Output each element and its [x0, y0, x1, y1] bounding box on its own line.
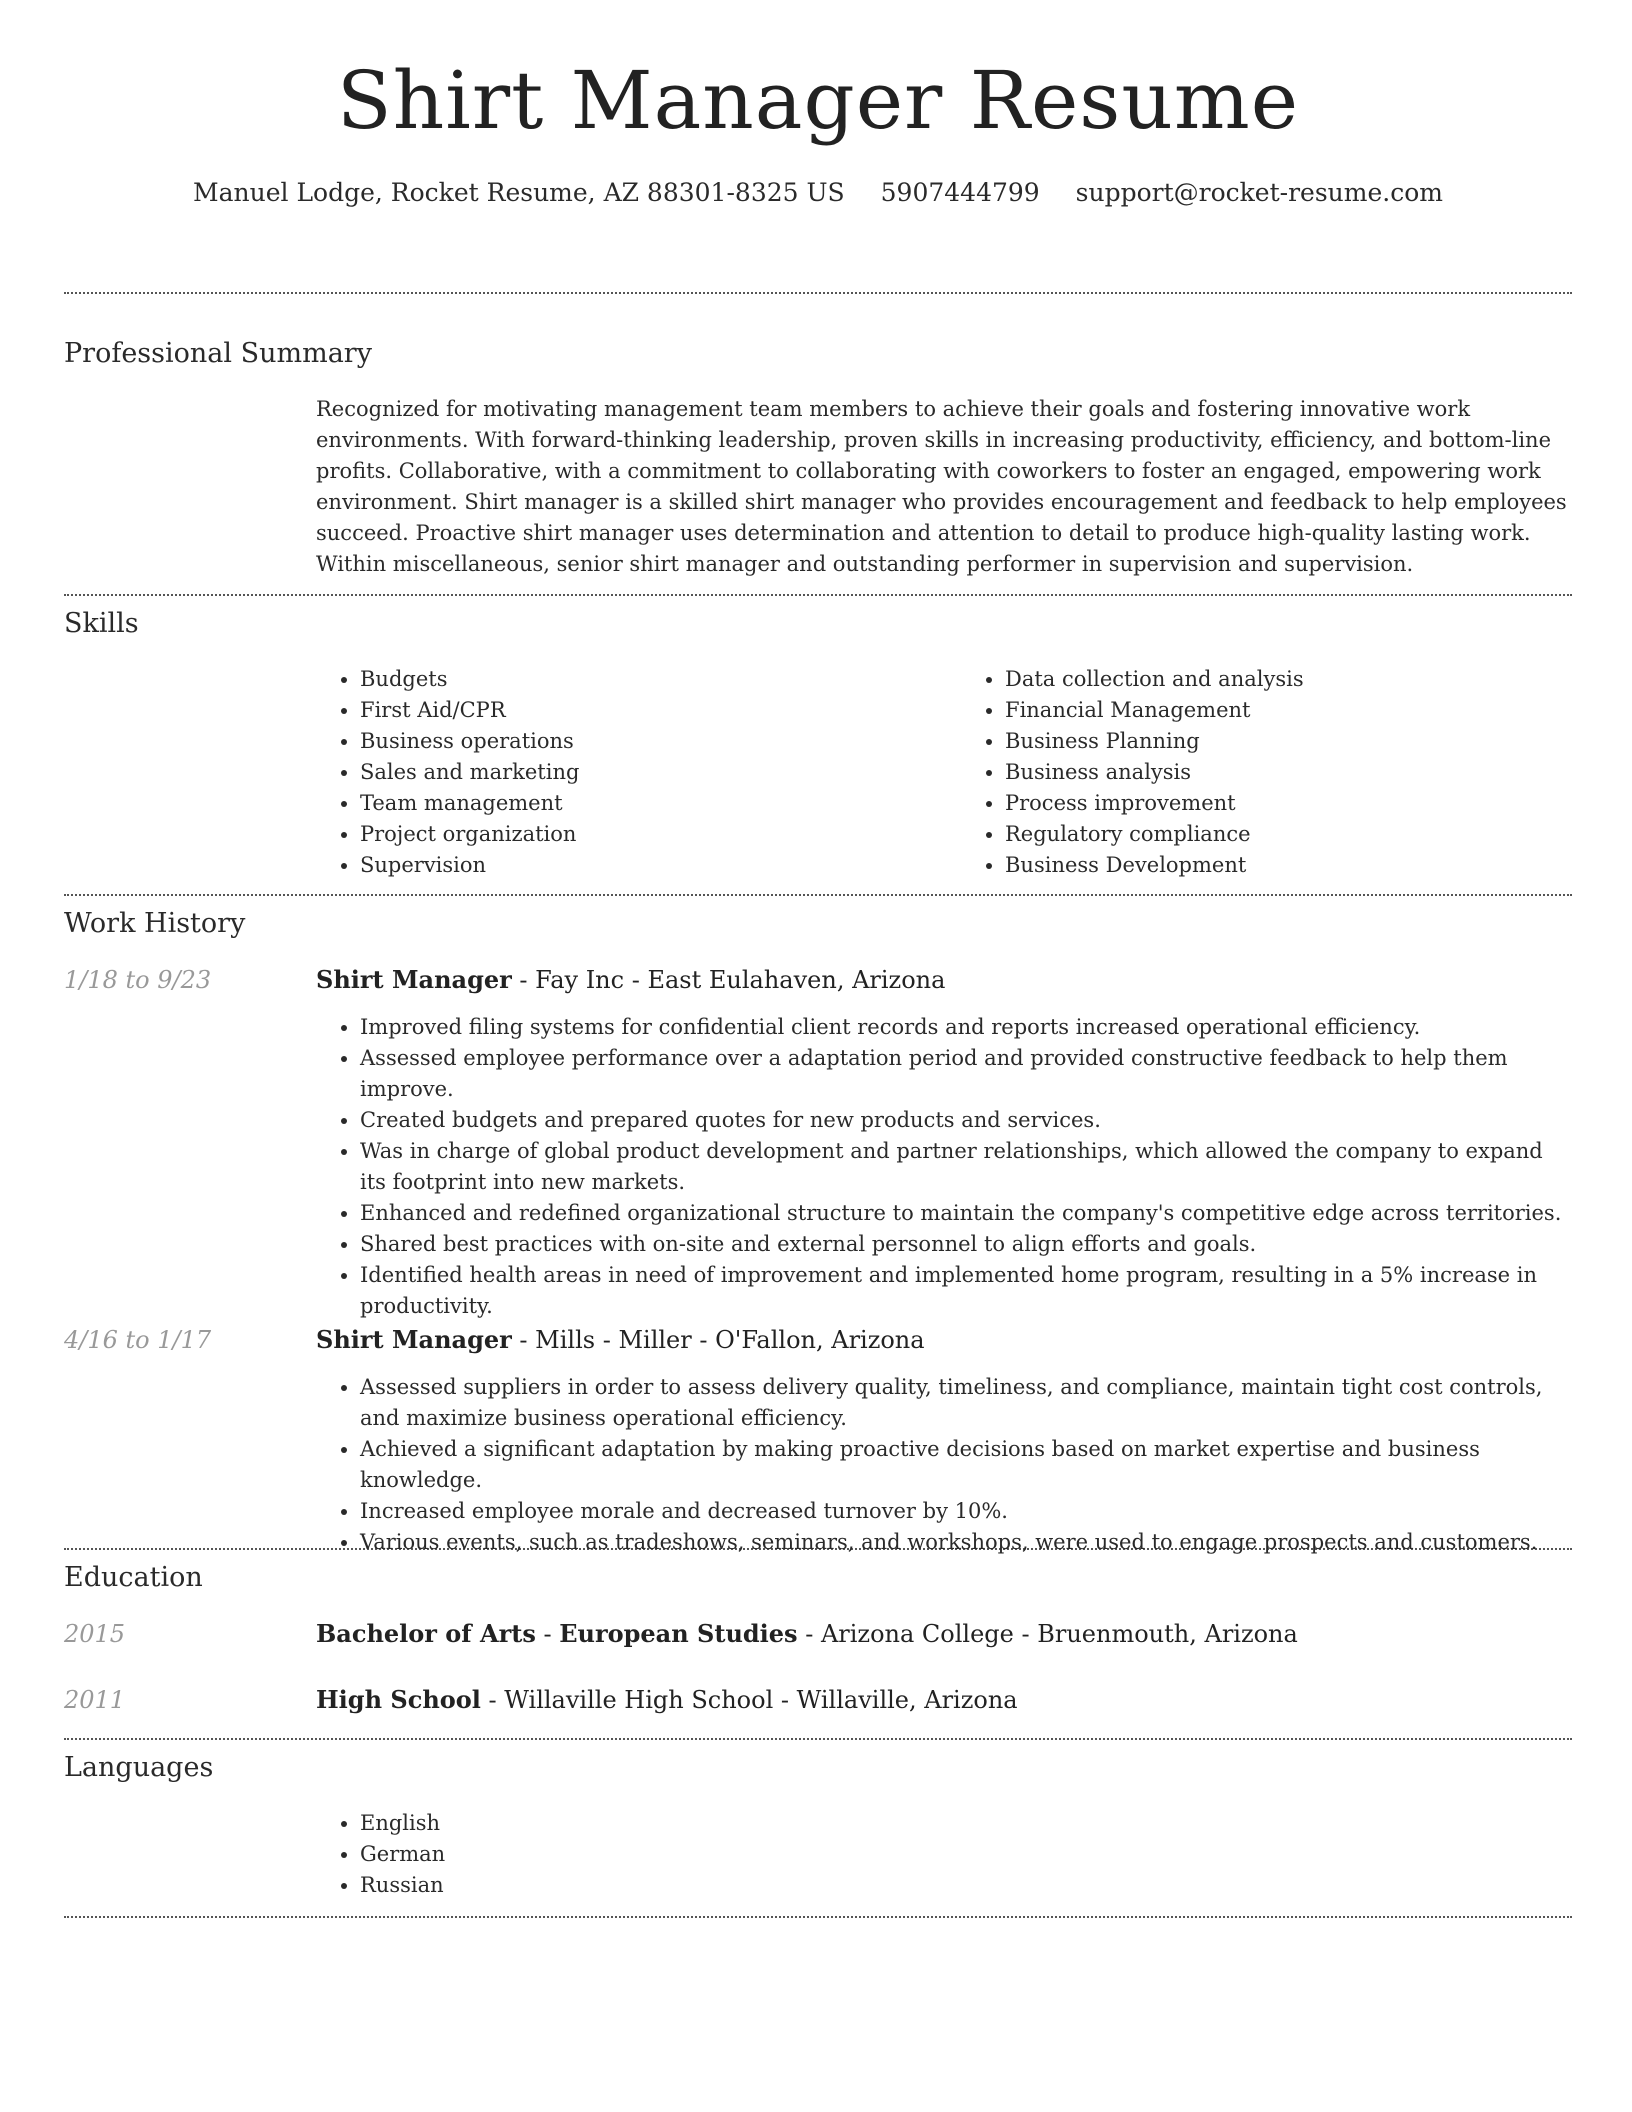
skill-item: • Business Planning [1005, 726, 1572, 757]
education-body [316, 1618, 1572, 1650]
skills-list [316, 664, 1572, 881]
separator: - [511, 1326, 536, 1354]
resume-header [64, 0, 1572, 240]
job-title: Shirt Manager [316, 1325, 512, 1354]
education-entry [64, 1618, 1572, 1650]
job-bullet: • Increased employee morale and decreased turnover by 10%. [360, 1496, 1572, 1527]
job-bullet: • Improved filing systems for confidential client records and reports increased operational efficiency. [360, 1012, 1572, 1043]
job-location: O'Fallon, Arizona [715, 1326, 925, 1354]
education-body [316, 1684, 1572, 1716]
job-bullet: • Various events, such as tradeshows, seminars, and workshops, were used to engage prospects and customers. [360, 1527, 1572, 1558]
skill-item: • Team management [360, 788, 927, 819]
field-of-study: European Studies [559, 1619, 798, 1648]
education-heading [316, 1684, 1572, 1716]
separator: - [624, 966, 648, 994]
languages-items [316, 1808, 1572, 1901]
section-heading-skills: Skills [64, 608, 139, 639]
section-skills [64, 596, 1572, 894]
job-bullet: • Assessed employee performance over a adaptation period and provided constructive feedback to help them improve. [360, 1043, 1572, 1105]
job-dates: 1/18 to 9/23 [64, 966, 212, 994]
school-name: Arizona College [820, 1620, 1014, 1648]
skills-column-left [316, 664, 927, 881]
separator: - [535, 1620, 560, 1648]
degree: High School [316, 1685, 481, 1714]
page-title: Shirt Manager Resume [336, 54, 1300, 147]
languages-list [316, 1808, 1572, 1901]
skill-item: • Financial Management [1005, 695, 1572, 726]
school-location: Willaville, Arizona [796, 1686, 1018, 1714]
language-item: • German [360, 1839, 1572, 1870]
education-heading [316, 1618, 1572, 1650]
job-company: Mills - Miller [535, 1326, 692, 1354]
job-heading [316, 1324, 1572, 1356]
section-work-history [64, 896, 1572, 1554]
degree: Bachelor of Arts [316, 1619, 536, 1648]
job-bullet: • Assessed suppliers in order to assess delivery quality, timeliness, and compliance, maintain tight cost controls, and maximize business operational efficiency. [360, 1372, 1572, 1434]
contact-address: Manuel Lodge, Rocket Resume, AZ 88301-8325 US [193, 178, 845, 207]
job-title: Shirt Manager [316, 965, 512, 994]
contact-email: support@rocket-resume.com [1075, 178, 1443, 207]
school-name: Willaville High School [504, 1686, 774, 1714]
section-languages [64, 1740, 1572, 1916]
school-location: Bruenmouth, Arizona [1037, 1620, 1298, 1648]
separator: - [480, 1686, 505, 1714]
education-year: 2015 [64, 1620, 126, 1648]
skill-item: • Business operations [360, 726, 927, 757]
skill-item: • Regulatory compliance [1005, 819, 1572, 850]
job-bullets [316, 1012, 1572, 1322]
job-heading [316, 964, 1572, 996]
section-heading-education: Education [64, 1562, 203, 1593]
education-year: 2011 [64, 1686, 126, 1714]
job-dates: 4/16 to 1/17 [64, 1326, 212, 1354]
skill-item: • Budgets [360, 664, 927, 695]
skill-item: • Project organization [360, 819, 927, 850]
job-entry [64, 964, 1572, 1322]
divider [64, 1916, 1572, 1918]
separator: - [691, 1326, 716, 1354]
separator: - [1013, 1620, 1038, 1648]
job-bullet: • Shared best practices with on-site and external personnel to align efforts and goals. [360, 1229, 1572, 1260]
section-summary [64, 294, 1572, 594]
education-entry [64, 1684, 1572, 1716]
job-location: East Eulahaven, Arizona [647, 966, 946, 994]
skill-item: • Supervision [360, 850, 927, 881]
section-heading-languages: Languages [64, 1752, 214, 1783]
skill-item: • Business analysis [1005, 757, 1572, 788]
job-bullet: • Created budgets and prepared quotes for new products and services. [360, 1105, 1572, 1136]
language-item: • Russian [360, 1870, 1572, 1901]
contact-line [64, 178, 1572, 208]
job-bullet: • Enhanced and redefined organizational structure to maintain the company's competitive edge across territories. [360, 1198, 1572, 1229]
job-bullet: • Was in charge of global product development and partner relationships, which allowed the company to expand its footprint into new markets. [360, 1136, 1572, 1198]
separator: - [797, 1620, 821, 1648]
separator: - [511, 966, 536, 994]
resume-page [64, 0, 1572, 1918]
skill-item: • Sales and marketing [360, 757, 927, 788]
skill-item: • Process improvement [1005, 788, 1572, 819]
summary-text: Recognized for motivating management team members to achieve their goals and fostering innovative work environments. With forward-thinking leadership, proven skills in increasing productivity, efficiency, and bottom-line profits. Collaborative, with a commitment to collaborating with coworkers to foster an engaged, empowering work environment. Shirt manager is a skilled shirt manager who provides encouragement and feedback to help employees succeed. Proactive shirt manager uses determination and attention to detail to produce high-quality lasting work. Within miscellaneous, senior shirt manager and outstanding performer in supervision and supervision. [316, 397, 1567, 576]
section-education [64, 1550, 1572, 1738]
section-heading-summary: Professional Summary [64, 338, 372, 369]
skill-item: • Business Development [1005, 850, 1572, 881]
language-item: • English [360, 1808, 1572, 1839]
skill-item: • Data collection and analysis [1005, 664, 1572, 695]
job-bullet: • Identified health areas in need of improvement and implemented home program, resulting in a 5% increase in productivity. [360, 1260, 1572, 1322]
contact-phone: 5907444799 [880, 178, 1040, 207]
section-heading-work: Work History [64, 908, 246, 939]
job-entry [64, 1324, 1572, 1558]
job-bullets [316, 1372, 1572, 1558]
job-company: Fay Inc [535, 966, 625, 994]
skills-column-right [961, 664, 1572, 881]
job-body [316, 1324, 1572, 1558]
job-body [316, 964, 1572, 1322]
skill-item: • First Aid/CPR [360, 695, 927, 726]
separator: - [773, 1686, 797, 1714]
job-bullet: • Achieved a significant adaptation by making proactive decisions based on market expertise and business knowledge. [360, 1434, 1572, 1496]
